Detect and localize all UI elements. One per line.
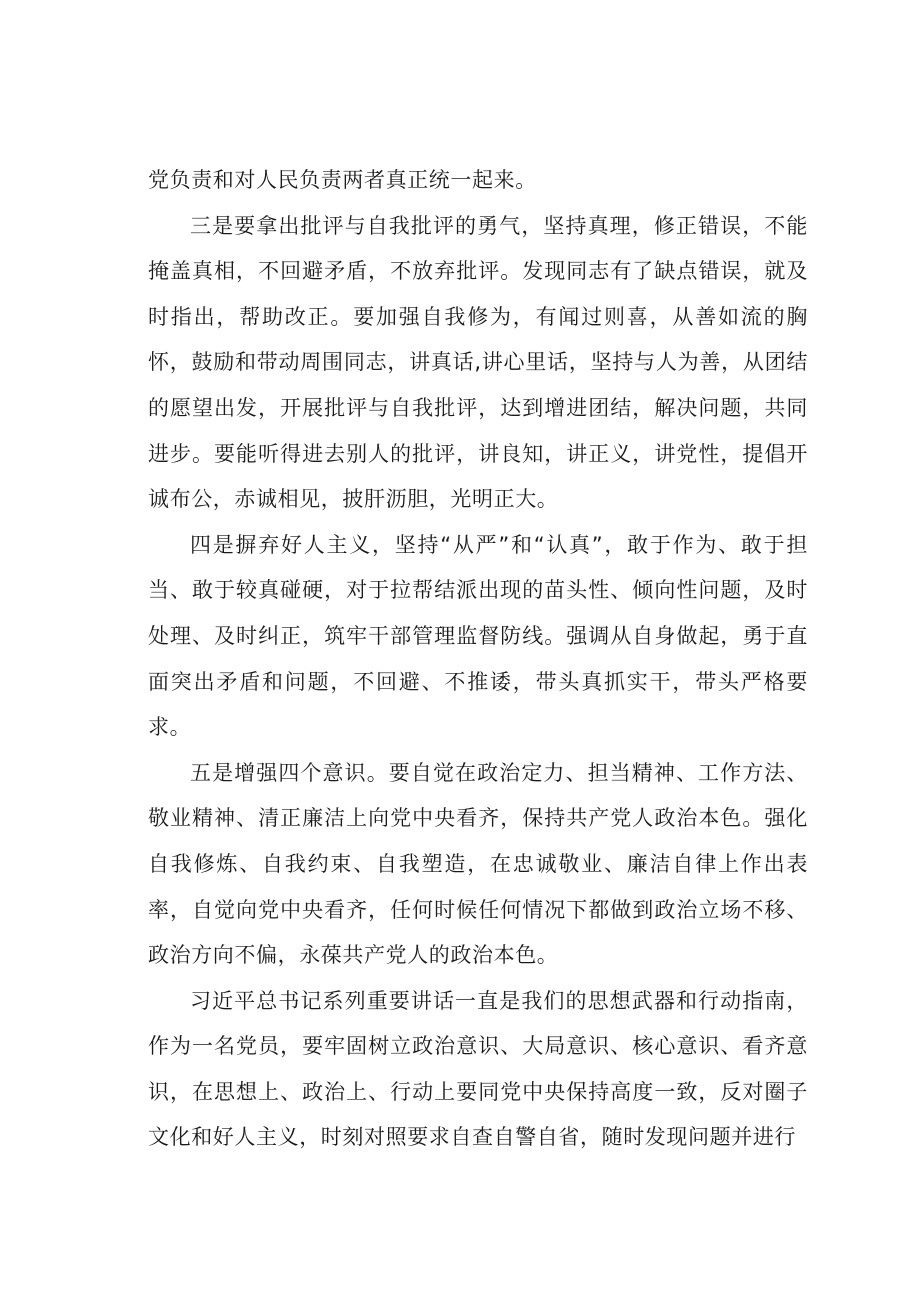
paragraph-point-three: 三是要拿出批评与自我批评的勇气，坚持真理，修正错误，不能掩盖真相，不回避矛盾，不放弃批评。发现同志有了缺点错误，就及时指出，帮助改正。要加强自我修为，有闻过则喜，从善如流的胸怀，鼓励和带动周围同志，讲真话,讲心里话，坚持与人为善，从团结的愿望出发，开展批评与自我批评，达到增进团结，解决问题，共同进步。要能听得进去别人的批评，讲良知，讲正义，讲党性，提倡开诚布公，赤诚相见，披肝沥胆，光明正大。 — [148, 213, 808, 512]
paragraph-continued: 党负责和对人民负责两者真正统一起来。 — [148, 168, 537, 192]
paragraph-point-five: 五是增强四个意识。要自觉在政治定力、担当精神、工作方法、敬业精神、清正廉洁上向党中央看齐，保持共产党人政治本色。强化自我修炼、自我约束、自我塑造，在忠诚敬业、廉洁自律上作出表率，自觉向党中央看齐，任何时候任何情况下都做到政治立场不移、政治方向不偏，永葆共产党人的政治本色。 — [148, 760, 808, 968]
document-body — [148, 158, 808, 1161]
paragraph-point-four: 四是摒弃好人主义，坚持“从严”和“认真”，敢于作为、敢于担当、敢于较真碰硬，对于拉帮结派出现的苗头性、倾向性问题，及时处理、及时纠正，筑牢干部管理监督防线。强调从自身做起，勇于直面突出矛盾和问题，不回避、不推诿，带头真抓实干，带头严格要求。 — [148, 532, 808, 740]
paragraph-guidance: 习近平总书记系列重要讲话一直是我们的思想武器和行动指南，作为一名党员，要牢固树立政治意识、大局意识、核心意识、看齐意识，在思想上、政治上、行动上要同党中央保持高度一致，反对圈子文化和好人主义，时刻对照要求自查自警自省，随时发现问题并进行 — [148, 988, 808, 1150]
